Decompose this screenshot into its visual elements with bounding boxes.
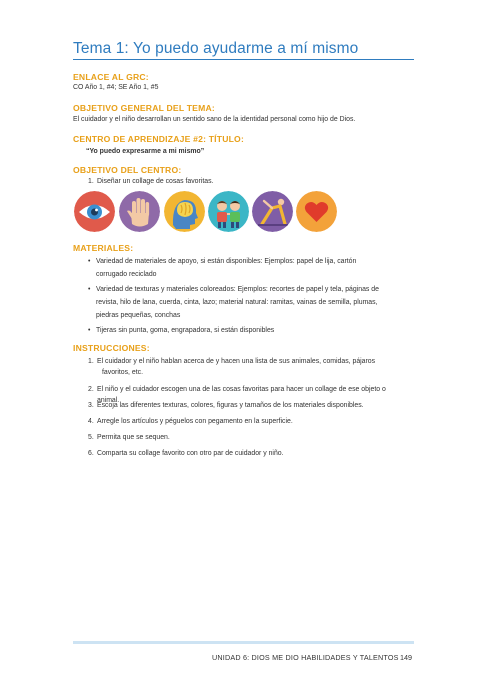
activity-icons-row (74, 191, 334, 233)
item-text-line: Escoja las diferentes texturas, colores, figuras y tamaños de los materiales disponibles. (97, 402, 364, 409)
objetivo-general-heading: OBJETIVO GENERAL DEL TEMA: (73, 103, 215, 113)
instrucciones-heading: INSTRUCCIONES: (73, 343, 150, 353)
item-text-line: Comparta su collage favorito con otro par de cuidador y niño. (97, 450, 284, 457)
item-number: 1. (88, 358, 94, 365)
item-text-line: El cuidador y el niño hablan acerca de y hacen una lista de sus animales, comidas, pájaros (97, 358, 376, 365)
list-item (88, 176, 408, 187)
bullet: • (88, 327, 91, 334)
enlace-heading: ENLACE AL GRC: (73, 72, 149, 82)
enlace-text: CO Año 1, #4; SE Año 1, #5 (73, 84, 159, 91)
footer-unit-title: UNIDAD 6: DIOS ME DIO HABILIDADES Y TALENTOS (212, 653, 399, 662)
yoga-pose-icon (252, 191, 293, 232)
item-text-line: Variedad de materiales de apoyo, si están disponibles: Ejemplos: papel de lija, cartón (96, 258, 357, 265)
materiales-heading: MATERIALES: (73, 243, 134, 253)
item-text-line: piedras pequeñas, conchas (96, 312, 181, 319)
bullet: • (88, 258, 91, 265)
list-item (88, 432, 408, 443)
list-item (88, 448, 408, 459)
head-brain-icon (164, 191, 205, 232)
children-icon (208, 191, 249, 232)
item-text-line: Tijeras sin punta, goma, engrapadora, si están disponibles (96, 327, 275, 334)
item-number: 2. (88, 386, 94, 393)
list-item (88, 416, 408, 427)
list-item (88, 400, 408, 411)
title-divider (73, 59, 414, 60)
list-item (88, 356, 408, 378)
eye-icon (74, 191, 115, 232)
centro-heading: CENTRO DE APRENDIZAJE #2: TÍTULO: (73, 134, 245, 144)
hand-icon (119, 191, 160, 232)
item-text-line: El niño y el cuidador escogen una de las cosas favoritas para hacer un collage de ese objeto o animal. (97, 386, 386, 404)
heart-icon (296, 191, 337, 232)
centro-quote: “Yo puedo expresarme a mi mismo” (86, 148, 205, 155)
item-text-line: revista, hilo de lana, cuerda, cinta, lazo; material natural: ramitas, vainas de semilla, plumas, (96, 299, 378, 306)
page-number: 149 (400, 653, 412, 662)
item-number: 6. (88, 450, 94, 457)
item-text-line: Arregle los artículos y péguelos con pegamento en la superficie. (97, 418, 293, 425)
item-number: 3. (88, 402, 94, 409)
list-item (88, 255, 406, 281)
footer-divider (73, 641, 414, 644)
item-text-line: favoritos, etc. (102, 369, 143, 376)
list-item (88, 283, 406, 322)
item-text-line: Variedad de texturas y materiales coloreados: Ejemplos: recortes de papel y tela, páginas de (96, 286, 379, 293)
bullet: • (88, 286, 91, 293)
objetivo-general-text: El cuidador y el niño desarrollan un sentido sano de la identidad personal como hijo de Dios. (73, 116, 356, 123)
item-number: 1. (88, 178, 94, 185)
item-text-line: Permita que se sequen. (97, 434, 170, 441)
list-item (88, 324, 406, 337)
item-number: 4. (88, 418, 94, 425)
item-text-line: corrugado reciclado (96, 271, 157, 278)
page-title: Tema 1: Yo puedo ayudarme a mí mismo (73, 40, 359, 57)
item-number: 5. (88, 434, 94, 441)
objetivo-centro-heading: OBJETIVO DEL CENTRO: (73, 165, 182, 175)
item-text: Diseñar un collage de cosas favoritas. (97, 178, 214, 185)
